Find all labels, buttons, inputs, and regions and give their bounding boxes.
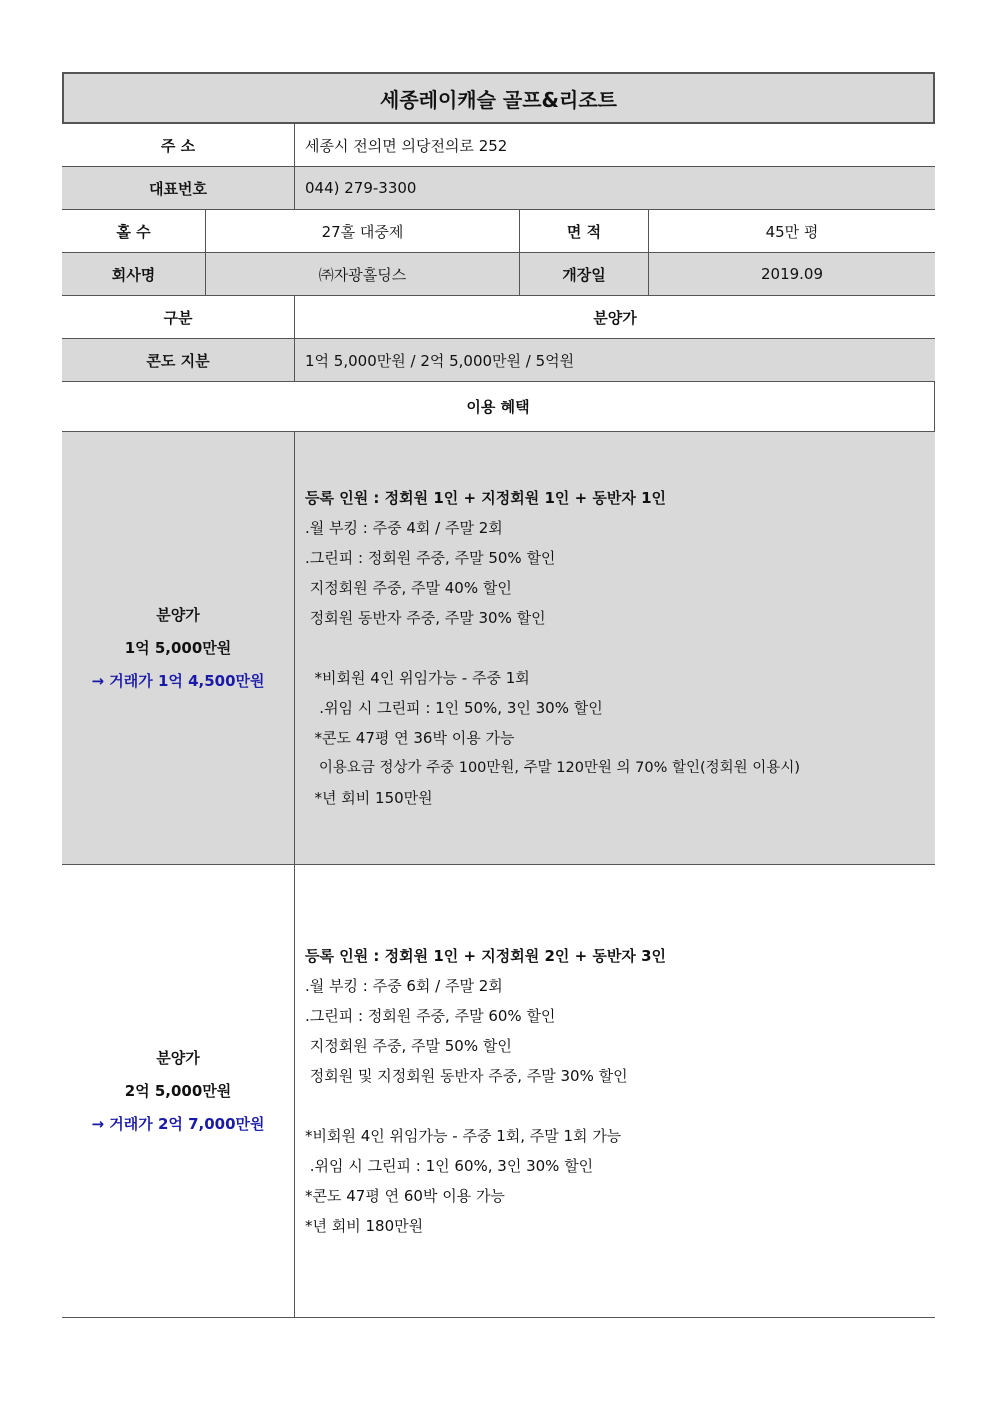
tier1-row	[62, 432, 935, 865]
phone-row	[62, 167, 935, 210]
tier2-line: .위임 시 그린피 : 1인 60%, 3인 30% 할인	[305, 1157, 594, 1175]
phone-label: 대표번호	[62, 167, 295, 209]
benefits-header: 이용 혜택	[466, 398, 530, 416]
tier1-line: 정회원 동반자 주중, 주말 30% 할인	[305, 609, 546, 627]
resort-info-table	[62, 72, 935, 1318]
category-row	[62, 296, 935, 339]
area-label: 면 적	[520, 210, 649, 252]
condo-label: 콘도 지분	[62, 339, 295, 381]
condo-value: 1억 5,000만원 / 2억 5,000만원 / 5억원	[305, 351, 575, 370]
tier1-line: *콘도 47평 연 36박 이용 가능	[305, 729, 515, 747]
tier2-line: 정회원 및 지정회원 동반자 주중, 주말 30% 할인	[305, 1067, 628, 1085]
tier2-line: *콘도 47평 연 60박 이용 가능	[305, 1187, 505, 1205]
tier2-line: *년 회비 180만원	[305, 1217, 424, 1235]
tier1-benefits	[295, 432, 935, 864]
tier2-line: 지정회원 주중, 주말 50% 할인	[305, 1037, 512, 1055]
tier1-line: *년 회비 150만원	[305, 789, 433, 807]
opened-label: 개장일	[520, 253, 649, 295]
condo-row	[62, 339, 935, 382]
tier2-line: .그린피 : 정회원 주중, 주말 60% 할인	[305, 1007, 556, 1025]
tier2-line: 등록 인원 : 정회원 1인 + 지정회원 2인 + 동반자 3인	[305, 947, 666, 965]
tier1-price-block	[62, 432, 295, 864]
address-label: 주 소	[62, 124, 295, 166]
tier2-line: .월 부킹 : 주중 6회 / 주말 2회	[305, 977, 503, 995]
tier2-price-block	[62, 865, 295, 1317]
company-label: 회사명	[62, 253, 206, 295]
tier2-line: *비회원 4인 위임가능 - 주중 1회, 주말 1회 가능	[305, 1127, 622, 1145]
tier1-trade-price: → 거래가 1억 4,500만원	[91, 671, 265, 690]
tier1-line: 등록 인원 : 정회원 1인 + 지정회원 1인 + 동반자 1인	[305, 489, 666, 507]
tier1-price: 1억 5,000만원	[124, 638, 232, 657]
holes-label: 홀 수	[62, 210, 206, 252]
tier1-line: .위임 시 그린피 : 1인 50%, 3인 30% 할인	[305, 699, 603, 717]
tier2-benefits	[295, 865, 935, 1317]
area-value: 45만 평	[765, 222, 819, 241]
tier1-line: .그린피 : 정회원 주중, 주말 50% 할인	[305, 549, 556, 567]
tier2-label: 분양가	[156, 1048, 200, 1067]
company-value: ㈜자광홀딩스	[206, 253, 520, 295]
phone-value: 044) 279-3300	[305, 179, 417, 197]
address-value: 세종시 전의면 의당전의로 252	[305, 136, 508, 155]
tier2-price: 2억 5,000만원	[124, 1081, 232, 1100]
tier1-line: .월 부킹 : 주중 4회 / 주말 2회	[305, 519, 503, 537]
tier2-trade-price: → 거래가 2억 7,000만원	[91, 1114, 265, 1133]
tier1-line: 이용요금 정상가 주중 100만원, 주말 120만원 의 70% 할인(정회원 이용시)	[305, 760, 800, 776]
address-row	[62, 124, 935, 167]
opened-value: 2019.09	[760, 265, 824, 283]
tier1-label: 분양가	[156, 605, 200, 624]
category-value: 분양가	[593, 308, 637, 327]
benefits-header-row	[62, 382, 935, 432]
tier1-line: 지정회원 주중, 주말 40% 할인	[305, 579, 512, 597]
company-opened-row	[62, 253, 935, 296]
page-title: 세종레이캐슬 골프&리조트	[380, 87, 617, 112]
category-label: 구분	[62, 296, 295, 338]
holes-value: 27홀 대중제	[206, 210, 520, 252]
tier2-row	[62, 865, 935, 1318]
title-row	[62, 72, 935, 124]
holes-area-row	[62, 210, 935, 253]
tier1-line: *비회원 4인 위임가능 - 주중 1회	[305, 669, 530, 687]
